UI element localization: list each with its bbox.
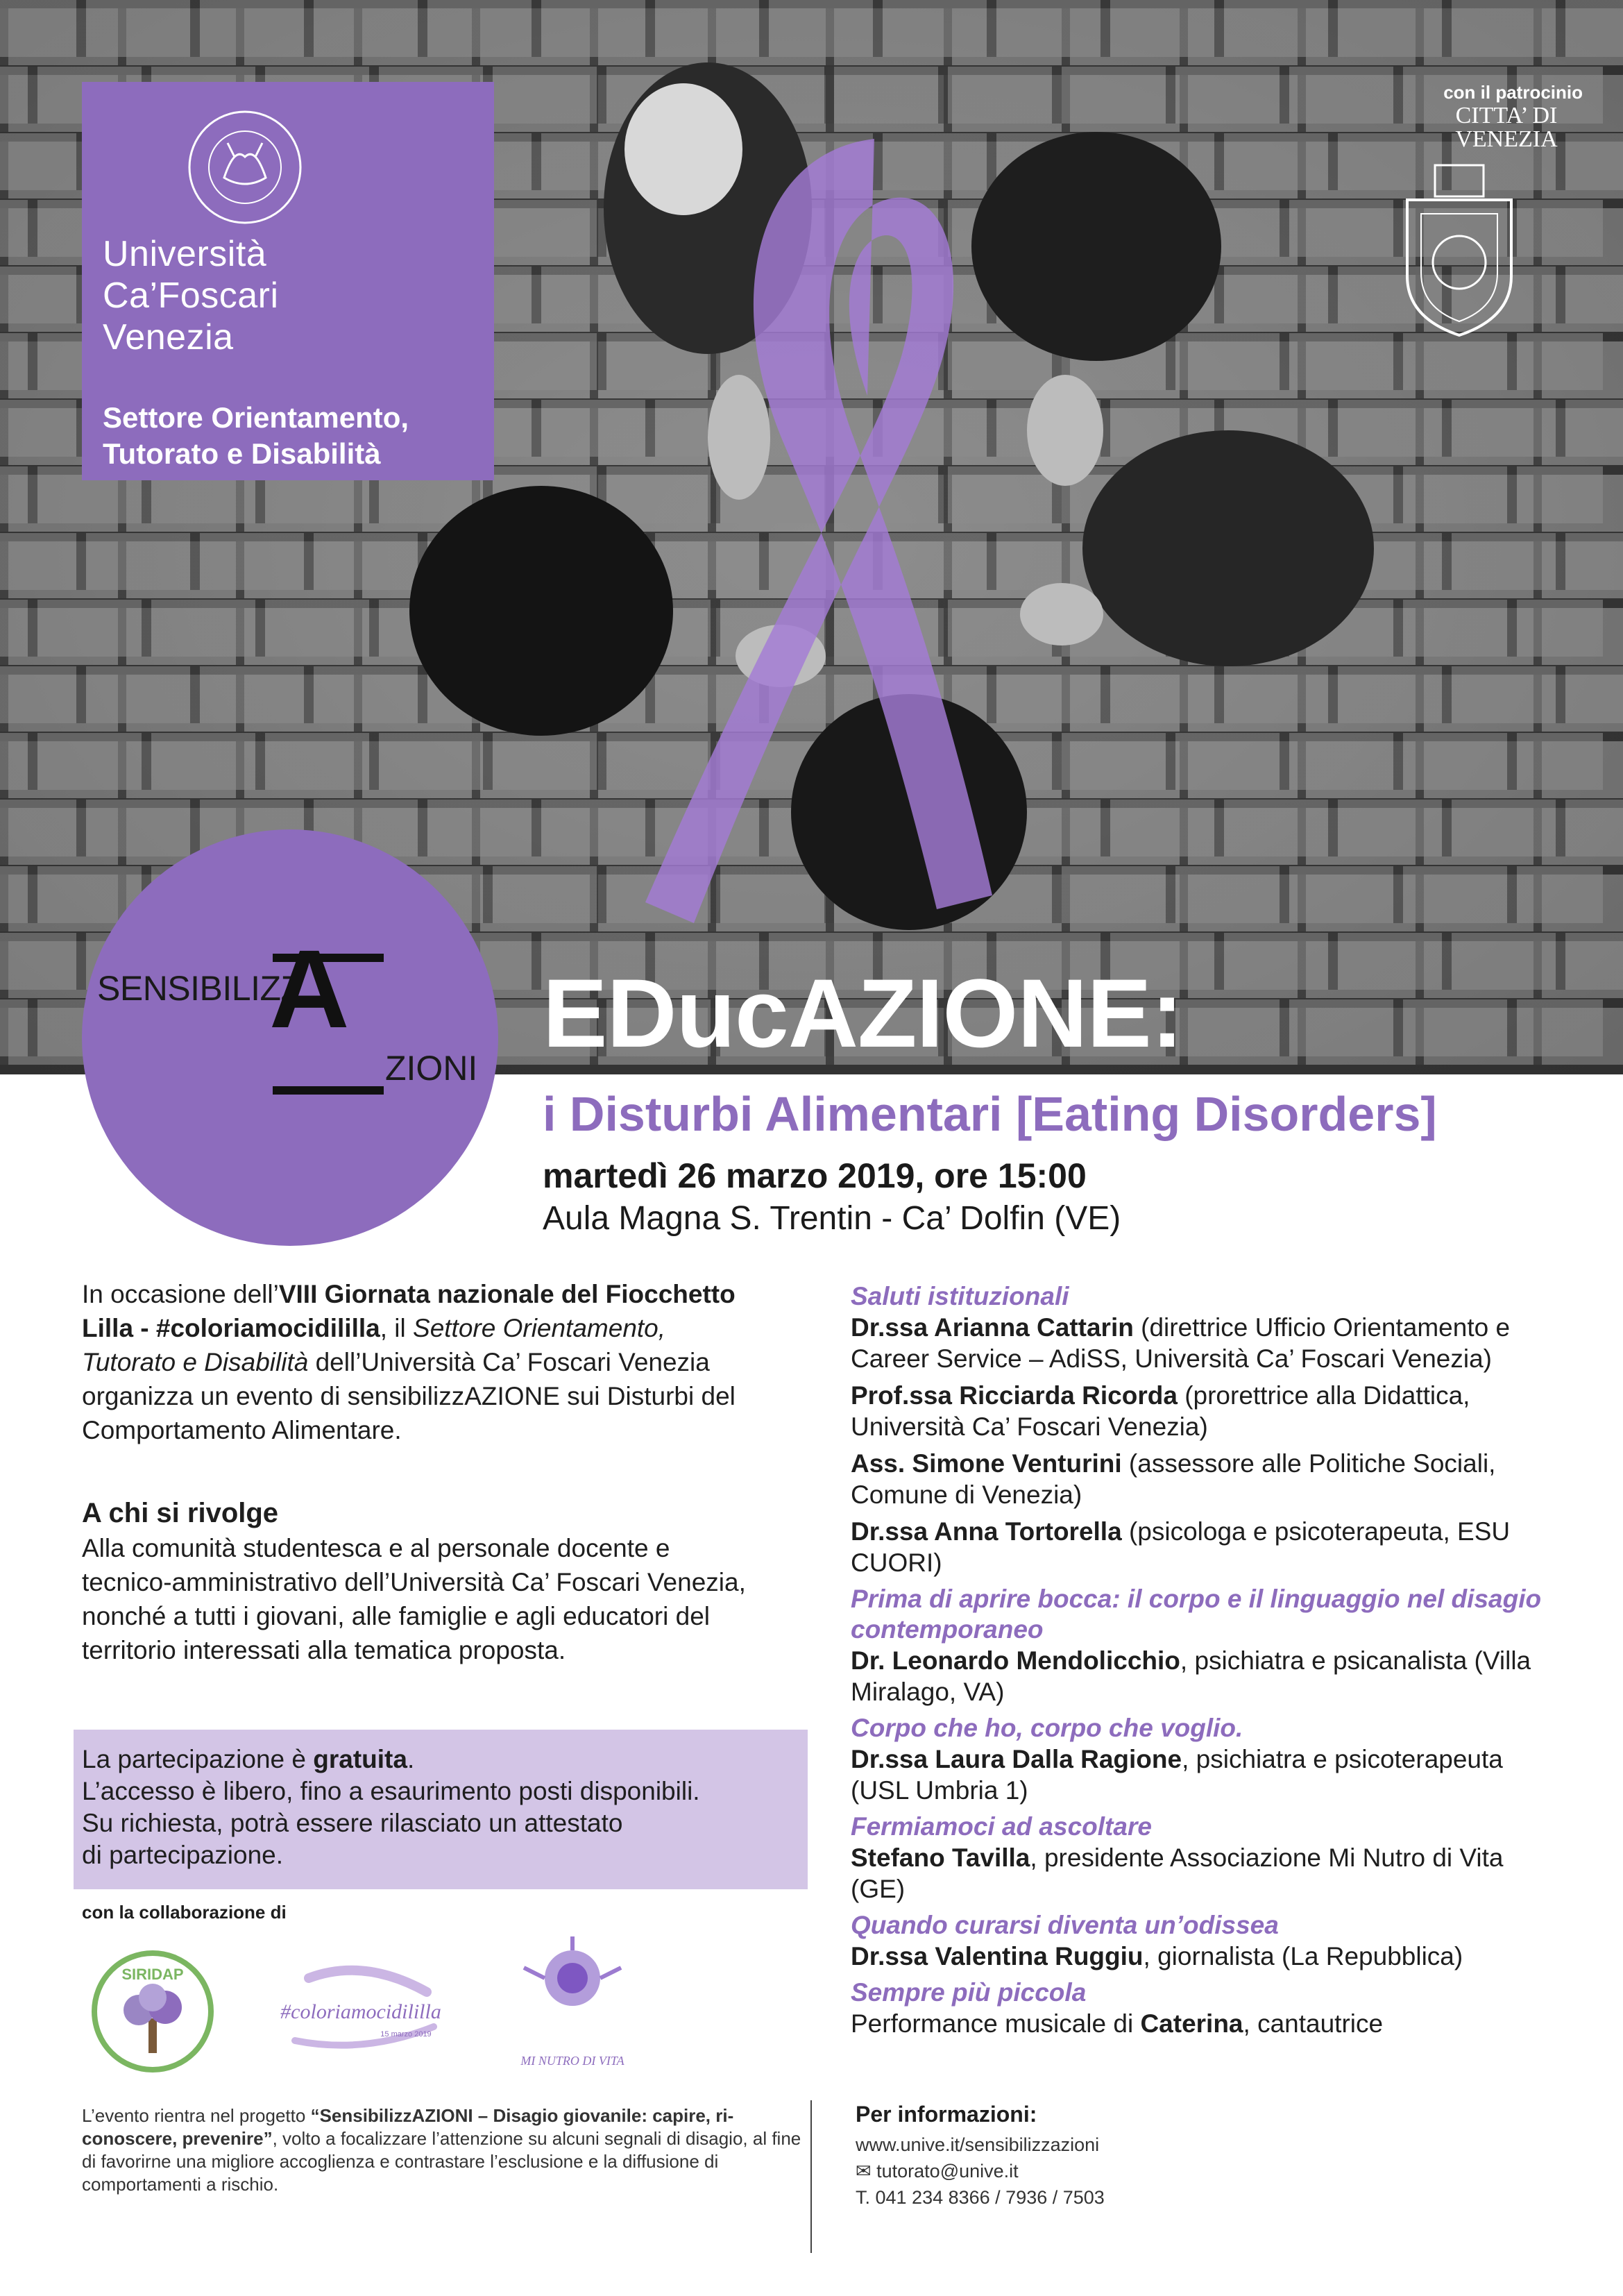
program-item xyxy=(851,1516,1558,1578)
contact-phone: T. 041 234 8366 / 7936 / 7503 xyxy=(856,2187,1105,2208)
speaker-name: Dr.ssa Valentina Ruggiu xyxy=(851,1942,1144,1970)
university-seal-icon xyxy=(186,108,304,226)
program-section-heading: Prima di aprire bocca: il corpo e il linguaggio nel disagio contemporaneo xyxy=(851,1585,1542,1644)
speaker-role: , giornalista (La Repubblica) xyxy=(1143,1942,1463,1970)
speaker-role: , cantautrice xyxy=(1243,2009,1384,2038)
speaker-name: Stefano Tavilla xyxy=(851,1843,1030,1872)
collaboration-label: con la collaborazione di xyxy=(82,1902,287,1923)
footer-divider xyxy=(810,2100,812,2253)
university-box xyxy=(82,82,494,480)
speaker-role: (psicologa e psicoterapeuta, ESU CUORI) xyxy=(851,1517,1511,1577)
speaker-name: Dr.ssa Arianna Cattarin xyxy=(851,1313,1134,1342)
intro-paragraph: In occasione dell’VIII Giornata nazionale del Fiocchetto Lilla - #coloriamocidililla, il Settore Orientamento, Tutorato e Disabilità dell’Università Ca’ Foscari Venezia organizza un evento di sensibilizzAZIONE sui Disturbi del Comportamento Alimentare. xyxy=(82,1280,736,1444)
speaker-name: Dr. Leonardo Mendolicchio xyxy=(851,1646,1180,1675)
contact-block xyxy=(856,2102,1480,2211)
speaker-name: Ass. Simone Venturini xyxy=(851,1449,1122,1478)
person-figure xyxy=(1082,430,1374,666)
audience-heading: A chi si rivolge xyxy=(82,1498,279,1528)
speaker-role: (direttrice Ufficio Orientamento e Career Service – AdiSS, Università Ca’ Foscari Venezia) xyxy=(851,1313,1511,1373)
venice-crest-icon xyxy=(1393,158,1525,339)
program-item xyxy=(851,1380,1558,1442)
event-date: martedì 26 marzo 2019, ore 15:00 xyxy=(543,1156,1087,1195)
campaign-logo-bar xyxy=(273,1086,384,1095)
siridap-logo xyxy=(90,1949,215,2074)
audience-paragraph: Alla comunità studentesca e al personale docente e tecnico-amministrativo dell’Università Ca’ Foscari Venezia, nonché a tutti i giovani, alle famiglie e agli educatori del territorio interessati alla tematica proposta. xyxy=(82,1534,746,1664)
envelope-icon: ✉ xyxy=(856,2161,872,2181)
mi-nutro-di-vita-logo xyxy=(507,1936,638,2082)
coloriamocidililla-logo xyxy=(267,1964,454,2054)
program-section-heading: Saluti istituzionali xyxy=(851,1282,1069,1310)
speaker-role: , psichiatra e psicoterapeuta (USL Umbria 1) xyxy=(851,1745,1503,1805)
university-name-line: Ca’Foscari xyxy=(103,276,279,316)
program-item xyxy=(851,1448,1558,1510)
patronage-label: con il patrocinio xyxy=(1443,82,1583,103)
university-name-line: Università xyxy=(103,234,267,274)
event-title: EDucAZIONE: xyxy=(543,959,1183,1067)
university-name-line: Venezia xyxy=(103,317,234,357)
program-item xyxy=(851,1645,1558,1707)
siridap-logo-text: SIRIDAP xyxy=(121,1966,184,1983)
contact-email[interactable]: tutorato@unive.it xyxy=(876,2161,1019,2181)
campaign-logo-letter: A xyxy=(269,927,350,1051)
contact-website[interactable]: www.unive.it/sensibilizzazioni xyxy=(856,2134,1100,2155)
participation-text: La partecipazione è gratuita. L’accesso è libero, fino a esaurimento posti disponibili. Su richiesta, potrà essere rilasciato un attestato di partecipazione. xyxy=(82,1745,700,1869)
speaker-role: , psichiatra e psicanalista (Villa Miralago, VA) xyxy=(851,1646,1531,1706)
program-section-heading: Quando curarsi diventa un’odissea xyxy=(851,1911,1279,1939)
program-section-heading: Sempre più piccola xyxy=(851,1978,1087,2007)
event-subtitle: i Disturbi Alimentari [Eating Disorders] xyxy=(543,1087,1437,1141)
speaker-name: Prof.ssa Ricciarda Ricorda xyxy=(851,1381,1178,1410)
contact-heading: Per informazioni: xyxy=(856,2102,1037,2127)
svg-text:15 marzo 2019: 15 marzo 2019 xyxy=(380,2030,432,2038)
program-item: Performance musicale di Caterina, cantautrice xyxy=(851,2009,1384,2038)
campaign-logo-part2: ZIONI xyxy=(385,1049,478,1088)
program-item xyxy=(851,1941,1558,1972)
speaker-role: (assessore alle Politiche Sociali, Comune di Venezia) xyxy=(851,1449,1496,1509)
speaker-name: Dr.ssa Anna Tortorella xyxy=(851,1517,1122,1546)
ribbon-icon xyxy=(645,125,1076,923)
speaker-role: (prorettrice alla Didattica, Università Ca’ Foscari Venezia) xyxy=(851,1381,1470,1441)
person-figure xyxy=(409,486,673,736)
event-venue: Aula Magna S. Trentin - Ca’ Dolfin (VE) xyxy=(543,1200,1121,1237)
program-list xyxy=(851,1277,1558,2045)
city-name: CITTA’ DI VENEZIA xyxy=(1455,103,1558,152)
program-item xyxy=(851,1842,1558,1905)
program-item xyxy=(851,1744,1558,1806)
campaign-logo-part1: SENSIBILIZZ xyxy=(97,969,302,1008)
speaker-role: , presidente Associazione Mi Nutro di Vita (GE) xyxy=(851,1843,1504,1903)
program-section-heading: Fermiamoci ad ascoltare xyxy=(851,1812,1152,1841)
contact-email-row[interactable] xyxy=(856,2158,1480,2184)
speaker-name: Caterina xyxy=(1140,2009,1243,2038)
speaker-name: Dr.ssa Laura Dalla Ragione xyxy=(851,1745,1182,1773)
department-name: Settore Orientamento, Tutorato e Disabilità xyxy=(103,401,409,470)
mi-nutro-di-vita-logo-text: MI NUTRO DI VITA xyxy=(520,2054,624,2068)
program-item xyxy=(851,1312,1558,1374)
project-note: L’evento rientra nel progetto “SensibilizzAZIONI – Disagio giovanile: capire, ri-conoscere, prevenire”, volto a focalizzare l’attenzione su alcuni segnali di disagio, al fine di favorirne una migliore accoglienza e contrastare l’esclusione e la diffusione di comportamenti a rischio. xyxy=(82,2105,801,2195)
coloriamocidililla-logo-text: #coloriamocidililla xyxy=(280,2000,441,2023)
program-section-heading: Corpo che ho, corpo che voglio. xyxy=(851,1714,1243,1742)
